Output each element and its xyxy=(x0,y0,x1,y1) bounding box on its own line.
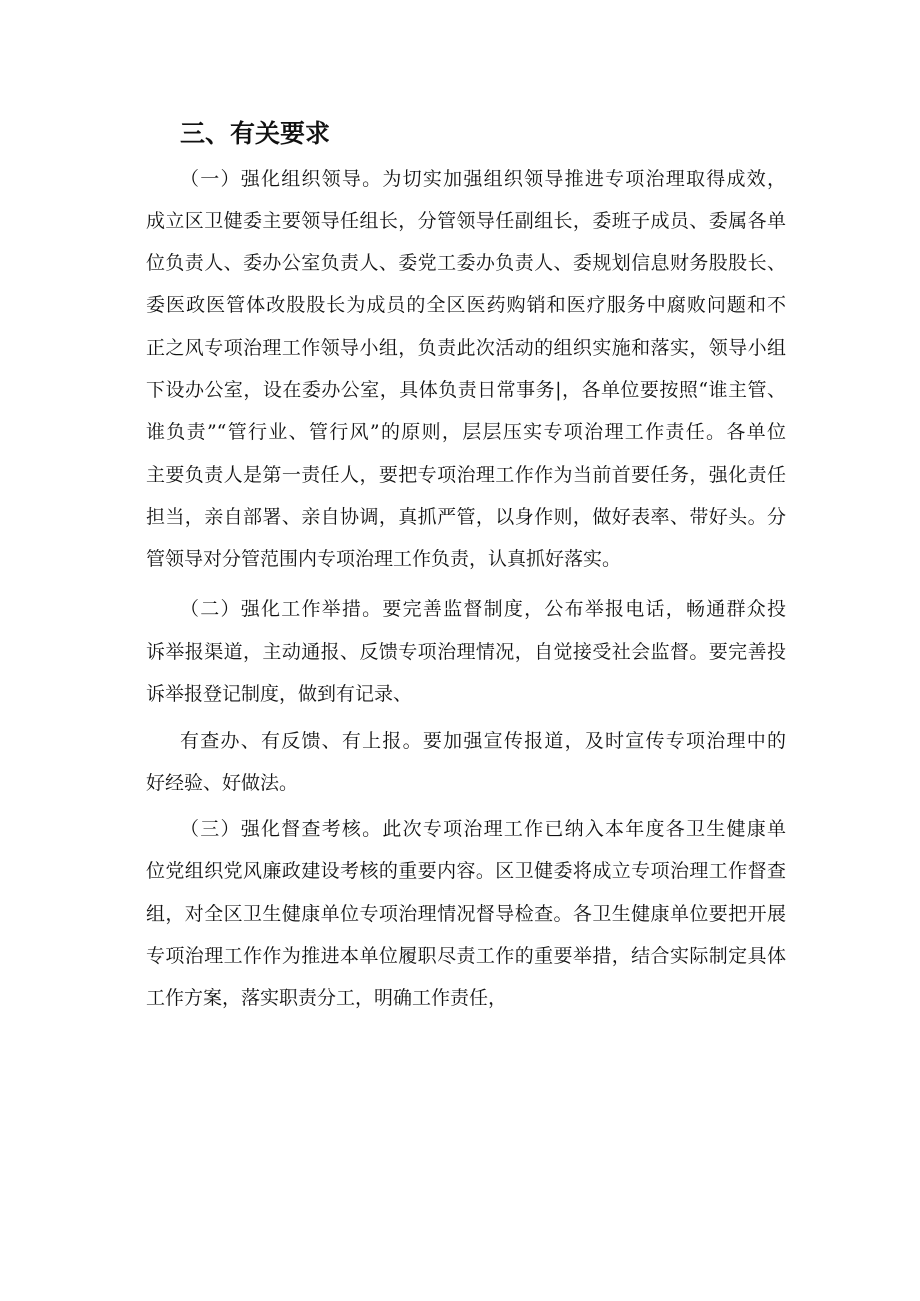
paragraph-4-line-2: 位党组织党风廉政建设考核的重要内容。区卫健委将成立专项治理工作督查 xyxy=(146,860,786,882)
paragraph-1-line-1: （一）强化组织领导。为切实加强组织领导推进专项治理取得成效， xyxy=(180,168,786,190)
paragraph-4-line-3: 组，对全区卫生健康单位专项治理情况督导检查。各卫生健康单位要把开展 xyxy=(146,903,786,925)
paragraph-3-line-1: 有查办、有反馈、有上报。要加强宣传报道，及时宣传专项治理中的 xyxy=(180,730,786,752)
paragraph-4-line-5: 工作方案，落实职责分工，明确工作责任， xyxy=(146,987,508,1009)
section-heading: 三、有关要求 xyxy=(180,119,331,148)
paragraph-3-line-2: 好经验、好做法。 xyxy=(146,772,299,794)
paragraph-4-line-1: （三）强化督查考核。此次专项治理工作已纳入本年度各卫生健康单 xyxy=(180,818,786,840)
paragraph-1-line-9: 担当，亲自部署、亲自协调，真抓严管，以身作则，做好表率、带好头。分 xyxy=(146,506,786,528)
paragraph-1-line-3: 位负责人、委办公室负责人、委党工委办负责人、委规划信息财务股股长、 xyxy=(146,252,786,274)
paragraph-1-line-6: 下设办公室，设在委办公室，具体负责日常事务|，各单位要按照“谁主管、 xyxy=(146,379,786,401)
paragraph-2-line-2: 诉举报渠道，主动通报、反馈专项治理情况，自觉接受社会监督。要完善投 xyxy=(146,641,786,663)
paragraph-1-line-2: 成立区卫健委主要领导任组长，分管领导任副组长，委班子成员、委属各单 xyxy=(146,210,786,232)
paragraph-2-line-3: 诉举报登记制度，做到有记录、 xyxy=(146,683,413,705)
paragraph-1-line-5: 正之风专项治理工作领导小组，负责此次活动的组织实施和落实，领导小组 xyxy=(146,337,786,359)
paragraph-2-line-1: （二）强化工作举措。要完善监督制度，公布举报电话，畅通群众投 xyxy=(180,598,786,620)
paragraph-4-line-4: 专项治理工作作为推进本单位履职尽责工作的重要举措，结合实际制定具体 xyxy=(146,945,786,967)
paragraph-1-line-4: 委医政医管体改股股长为成员的全区医药购销和医疗服务中腐败问题和不 xyxy=(146,294,786,316)
paragraph-1-line-7: 谁负责”“管行业、管行风”的原则，层层压实专项治理工作责任。各单位 xyxy=(146,421,786,443)
paragraph-1-line-8: 主要负责人是第一责任人，要把专项治理工作作为当前首要任务，强化责任 xyxy=(146,464,786,486)
paragraph-1-line-10: 管领导对分管范围内专项治理工作负责，认真抓好落实。 xyxy=(146,548,622,570)
